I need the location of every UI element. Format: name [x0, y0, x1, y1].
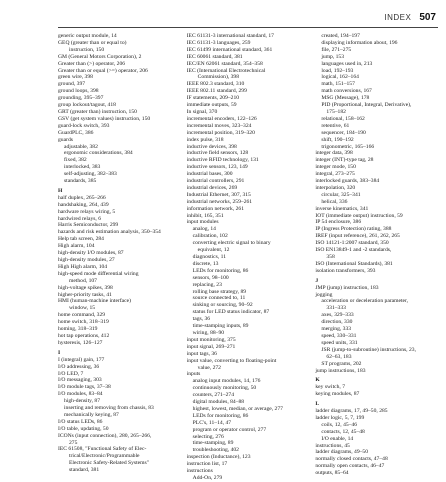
index-entry: ergonomic considerations, 384 — [64, 150, 133, 157]
index-entry: coils, 12, 45–46 — [321, 421, 358, 428]
index-entry: IEC 61131-3 international standard, 17 — [186, 33, 274, 39]
index-column-2 — [186, 33, 310, 481]
index-entry: ladder diagrams, 49–50 — [315, 449, 369, 456]
index-entry: equivalent, 12 — [197, 247, 230, 254]
index-entry: program or operator control, 277 — [192, 426, 267, 433]
index-entry: analog, 14 — [192, 226, 216, 233]
index-entry: diagnostics, 11 — [192, 254, 227, 260]
section-letter: K — [315, 377, 320, 384]
index-entry: source connected to, 11 — [192, 295, 246, 302]
index-entry: inductive RFID technology, 131 — [186, 157, 259, 164]
index-entry: IEC 61499 international standard, 361 — [186, 46, 273, 53]
index-entry: ladder logic, 5, 7, 199 — [315, 414, 365, 421]
index-entry: high-density I/O modules, 87 — [58, 250, 124, 257]
index-entry: relational, 158–162 — [321, 115, 365, 122]
index-entry: industrial devices, 269 — [186, 184, 238, 191]
index-entry: IREF (input reference), 261, 262, 265 — [315, 233, 400, 240]
index-entry: PLC's, 11–14, 47 — [192, 419, 232, 426]
index-entry: inserting and removing from chassis, 83 — [64, 405, 154, 412]
index-entry: IEEE 802.11 standard, 299 — [186, 88, 247, 95]
index-entry: integer (INT)-type tag, 28 — [315, 157, 374, 164]
header-rule — [58, 27, 438, 28]
index-entry: inhibit, 165, 351 — [186, 212, 224, 219]
index-entry: math conversions, 167 — [321, 88, 372, 95]
index-entry: integer mode, 150 — [315, 164, 356, 171]
index-entry: inputs — [186, 371, 201, 378]
index-entry: 358 — [326, 254, 335, 260]
index-entry: high-voltage spikes, 398 — [58, 284, 113, 291]
index-entry: Greater than (>) operator, 206 — [58, 60, 126, 67]
index-entry: merging, 333 — [321, 326, 352, 333]
index-entry: hazards and risk estimation analysis, 350–354 — [58, 229, 161, 236]
index-entry: Electronic Safety-Related Systems" — [69, 460, 149, 467]
index-entry: grounding, 395–397 — [58, 95, 104, 102]
index-entry: incremental encoders, 122–126 — [186, 115, 257, 122]
index-body — [58, 33, 438, 481]
index-entry: industrial bases, 300 — [186, 171, 233, 178]
index-entry: standards, 385 — [64, 178, 97, 185]
index-entry: generic output module, 14 — [58, 33, 117, 39]
index-entry: information network, 261 — [186, 205, 244, 212]
index-column-3 — [315, 33, 438, 477]
index-entry: discrete, 13 — [192, 260, 219, 267]
index-entry: group lockout/tagout, 418 — [58, 102, 116, 109]
index-entry: green wire, 398 — [58, 74, 93, 81]
index-entry: ICONs (input connection), 280, 265–266, — [58, 432, 152, 439]
index-entry: instruction, 150 — [69, 46, 105, 53]
index-entry: 331–333 — [326, 305, 346, 312]
index-entry: self-adjusting, 382–383 — [64, 171, 117, 178]
running-header-title: INDEX — [384, 12, 412, 22]
index-entry: LEDs for monitoring, 86 — [192, 412, 249, 419]
index-entry: outputs, 85–64 — [315, 470, 349, 477]
index-entry: incremental moves, 323–324 — [186, 122, 252, 129]
index-entry: normally open contacts, 46–47 — [315, 463, 385, 470]
index-entry: digital modules, 84–88 — [192, 399, 245, 406]
index-entry: 62–63, 183 — [326, 353, 352, 360]
index-entry: inductive field sensors, 128 — [186, 150, 249, 157]
index-entry: analog input modules, 14, 176 — [192, 378, 261, 385]
index-entry: fixed, 382 — [64, 157, 87, 164]
index-entry: 275 — [69, 439, 78, 446]
index-entry: sinking or sourcing, 90–92 — [192, 302, 253, 309]
index-entry: keying modules, 87 — [315, 391, 360, 398]
index-entry: input value, converting to floating-point — [186, 357, 277, 364]
index-entry: normally closed contacts, 47–48 — [315, 456, 388, 463]
index-entry: time-stamping inputs, 89 — [192, 323, 249, 330]
index-entry: inspection (Inductance), 123 — [186, 454, 251, 461]
index-entry: continuously monitoring, 50 — [192, 385, 257, 392]
index-entry: I/O table, updating, 50 — [58, 425, 109, 432]
index-entry: incremental position, 319–320 — [186, 129, 255, 136]
index-entry: instruction list, 17 — [186, 461, 228, 468]
index-entry: GSV (get system values) instruction, 150 — [58, 115, 151, 122]
index-entry: ladder diagrams, 17, 49–50, 285 — [315, 408, 388, 415]
index-entry: jump, 153 — [321, 53, 345, 60]
index-entry: guard-lock switch, 393 — [58, 122, 110, 129]
index-entry: IEC 61131-3 languages, 259 — [186, 39, 251, 46]
index-entry: ISO (International Standards), 381 — [315, 260, 393, 267]
index-entry: value, 272 — [197, 364, 221, 371]
index-entry: wiring, 88–90 — [192, 329, 225, 336]
index-entry: Help tab screen, 284 — [58, 236, 104, 243]
index-entry: inductive sensors, 123, 149 — [186, 164, 248, 171]
index-entry: I/O enable, 14 — [321, 435, 354, 442]
index-entry: isolation transformers, 393 — [315, 267, 376, 274]
index-entry: IEEE 802.3 standard, 310 — [186, 81, 245, 88]
index-entry: hysteresis, 126–127 — [58, 339, 103, 346]
index-entry: inductive devices, 398 — [186, 143, 237, 150]
section-letter: I — [58, 349, 61, 356]
index-entry: JMP (jump) instruction, 183 — [315, 284, 379, 291]
index-entry: highest, lowest, median, or average, 277 — [192, 405, 283, 412]
index-entry: ISO 14121-1:2007 standard, 350 — [315, 240, 389, 247]
section-letter: H — [58, 187, 63, 194]
index-entry: interlocked, 383 — [64, 164, 101, 171]
index-entry: IOT (immediate output) instruction, 59 — [315, 212, 403, 219]
index-entry: calibration, 102 — [192, 233, 228, 240]
index-entry: In signal, 370 — [186, 108, 218, 115]
index-entry: retentive, 61 — [321, 122, 350, 129]
index-entry: method, 107 — [69, 277, 97, 284]
index-entry: ISO EN13849-1 and -2 standards, — [315, 247, 392, 254]
index-entry: converting electric signal to binary — [192, 240, 271, 247]
index-entry: logical, 162–164 — [321, 74, 359, 81]
index-entry: time-stamping, 89 — [192, 440, 234, 447]
index-entry: speed units, 331 — [321, 339, 358, 346]
index-entry: half duplex, 265–266 — [58, 194, 106, 201]
running-header — [384, 9, 436, 25]
index-entry: window, 15 — [69, 305, 96, 312]
index-entry: high-speed mode differential wiring — [58, 270, 139, 277]
index-entry: counters, 271–274 — [192, 392, 234, 399]
index-entry: home switch, 318–319 — [58, 319, 109, 326]
index-entry: displaying information about, 196 — [321, 39, 398, 46]
index-entry: higher-priority tasks, 41 — [58, 291, 112, 298]
index-entry: ground loops, 398 — [58, 88, 99, 95]
section-letter: L — [315, 401, 320, 408]
index-entry: guards — [58, 136, 73, 143]
index-entry: handshaking, 264, 439 — [58, 201, 109, 208]
index-entry: input monitoring, 375 — [186, 336, 236, 343]
index-entry: created, 194–197 — [321, 33, 360, 39]
index-entry: trical/Electronic/Programmable — [69, 453, 140, 460]
index-entry: IP 54 enclosure, 386 — [315, 219, 362, 226]
index-entry: index pulse, 318 — [186, 136, 224, 143]
index-entry: LEDs for monitoring, 86 — [192, 267, 249, 274]
index-entry: integer data, 398 — [315, 150, 353, 157]
index-entry: sequencer, 184–190 — [321, 129, 366, 136]
index-entry: helical, 336 — [321, 198, 348, 205]
index-entry: IEC (International Electrotechnical — [186, 67, 266, 74]
index-entry: selecting, 276 — [192, 433, 224, 440]
index-entry: IF statements, 209–210 — [186, 95, 240, 102]
index-entry: languages used in, 213 — [321, 60, 373, 67]
index-column-1 — [58, 33, 181, 473]
index-entry: interlocked guards, 383–384 — [315, 178, 380, 185]
index-entry: HMI (human-machine interface) — [58, 298, 131, 305]
index-entry: input modules — [186, 219, 219, 226]
index-entry: high-density, 87 — [64, 398, 100, 405]
index-entry: IEC/EN 62061 standard, 354–358 — [186, 60, 263, 67]
index-entry: GEQ (greater than or equal to) — [58, 39, 127, 46]
index-entry: load, 192–193 — [321, 67, 354, 74]
index-entry: rolling base strategy, 89 — [192, 288, 247, 295]
index-entry: 175–182 — [326, 108, 346, 115]
index-entry: instructions, 45 — [315, 442, 350, 449]
index-entry: immediate outputs, 59 — [186, 102, 237, 109]
index-entry: file, 271–275 — [321, 46, 352, 53]
index-entry: contacts, 12, 45–48 — [321, 428, 365, 435]
index-entry: I/O addressing, 36 — [58, 363, 100, 370]
index-entry: GRT (greater than) instruction, 150 — [58, 108, 137, 115]
index-entry: input signal, 269–271 — [186, 343, 236, 350]
index-entry: I/O modules, 83–84 — [58, 391, 103, 398]
index-entry: troubleshooting, 402 — [192, 447, 239, 454]
index-entry: IEC 61508, "Functional Safety of Elec- — [58, 446, 147, 453]
index-entry: I/O module tags, 37–38 — [58, 384, 111, 391]
index-entry: jump instructions, 183 — [315, 367, 366, 374]
index-entry: Greater than or equal (>=) operator, 206 — [58, 67, 148, 74]
index-entry: MSG (Message), 178 — [321, 95, 370, 102]
index-entry: industrial networks, 259–261 — [186, 198, 253, 205]
index-entry: axes, 329–333 — [321, 312, 354, 319]
index-entry: tags, 36 — [192, 316, 211, 323]
index-entry: adjustable, 382 — [64, 143, 98, 150]
index-entry: sensors, 98–100 — [192, 274, 229, 281]
index-entry: PID (Proportional, Integral, Derivative), — [321, 102, 412, 109]
index-entry: Industrial Ethernet, 307, 315 — [186, 191, 251, 198]
index-entry: JSR (jump-to-subroutine) instructions, 23, — [321, 346, 416, 353]
index-entry: I/O LED, 7 — [58, 370, 84, 377]
index-entry: Add-On, 279 — [192, 475, 223, 481]
index-entry: High alarm, 104 — [58, 243, 95, 250]
index-entry: hot tap operations, 412 — [58, 332, 110, 339]
index-entry: homing, 318–319 — [58, 326, 98, 333]
index-entry: I (integral) gain, 177 — [58, 356, 105, 363]
index-entry: GuardPLC, 386 — [58, 129, 94, 136]
index-entry: jogging — [315, 291, 333, 298]
page-number: 507 — [419, 11, 436, 23]
index-entry: direction, 330 — [321, 319, 353, 326]
index-entry: high-density modules, 27 — [58, 257, 115, 263]
index-entry: hardware relays wiring, 5 — [58, 208, 116, 215]
index-entry: home command, 329 — [58, 312, 106, 319]
index-entry: integral, 273–275 — [315, 171, 355, 178]
index-entry: standard, 381 — [69, 467, 100, 474]
index-entry: inverse kinematics, 341 — [315, 205, 369, 212]
index-entry: ST programs, 202 — [321, 360, 362, 367]
index-entry: instructions — [186, 468, 213, 475]
index-entry: status for LED status indicator, 87 — [192, 309, 270, 316]
index-entry: key switch, 7 — [315, 384, 346, 391]
index-entry: replacing, 23 — [192, 281, 222, 288]
index-entry: High High alarm, 104 — [58, 263, 108, 270]
index-entry: IP (Ingress Protection) rating, 388 — [315, 226, 392, 233]
index-entry: trigonometric, 165–166 — [321, 143, 375, 150]
index-entry: Harris Semiconductor, 299 — [58, 222, 119, 229]
index-entry: hardwired relays, 6 — [58, 215, 102, 222]
index-entry: speed, 330–331 — [321, 332, 357, 339]
index-entry: input tags, 36 — [186, 350, 217, 357]
section-letter: J — [315, 277, 319, 284]
index-entry: circular, 325–341 — [321, 191, 361, 198]
index-entry: Commission), 398 — [197, 74, 240, 81]
index-entry: I/O status LEDs, 86 — [58, 418, 103, 425]
index-entry: math, 151–157 — [321, 81, 355, 88]
index-entry: IEC 60061 standard, 381 — [186, 53, 243, 60]
index-entry: interpolation, 320 — [315, 184, 356, 191]
index-entry: mechanically keying, 87 — [64, 411, 119, 418]
index-entry: ground, 397 — [58, 81, 86, 88]
index-entry: acceleration or deceleration parameter, — [321, 298, 409, 305]
index-entry: industrial controllers, 291 — [186, 178, 245, 185]
index-entry: shift, 190–192 — [321, 136, 354, 143]
index-entry: I/O messaging, 303 — [58, 377, 102, 384]
index-entry: GM (General Motors Corporation), 2 — [58, 53, 142, 60]
